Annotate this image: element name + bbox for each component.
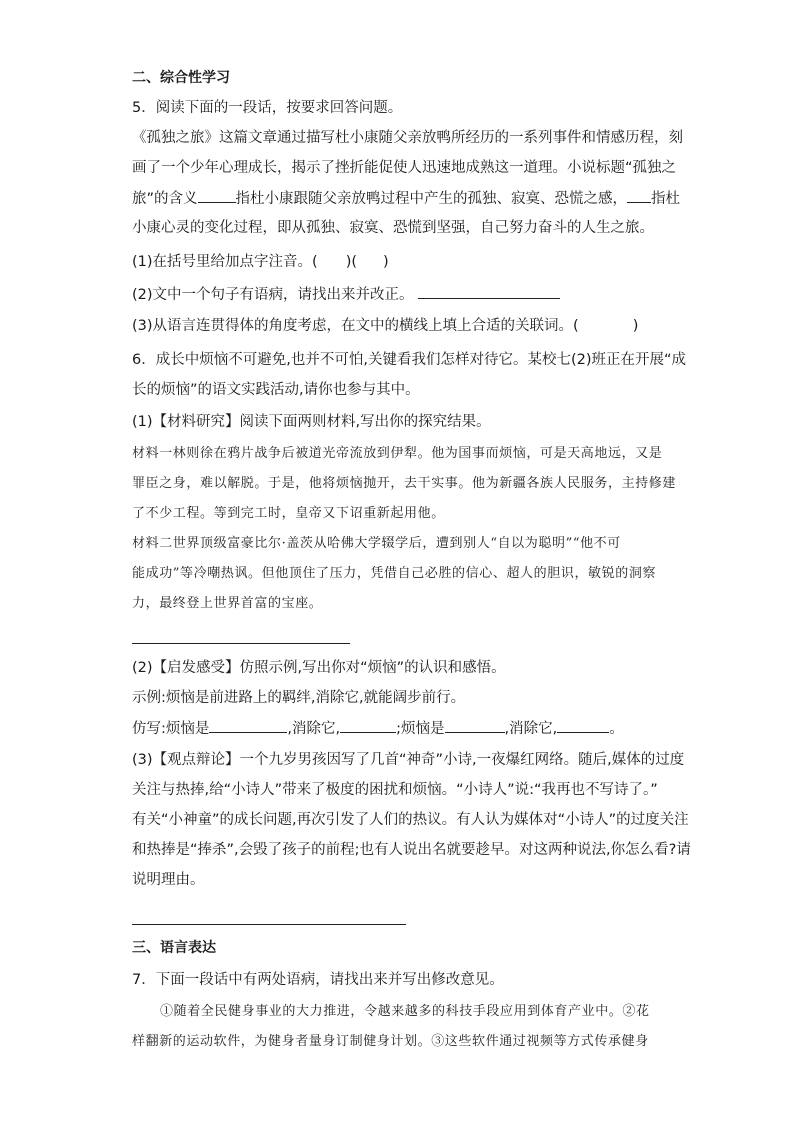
blank-imitate-1[interactable] [209,718,287,733]
question-7-stem: 7．下面一段话中有两处语病，请找出来并写出修改意见。 [132,972,504,988]
q7-para-line-2: 样翻新的运动软件，为健身者量身订制健身计划。③这些软件通过视频等方式传承健身 [132,1034,649,1049]
q5-sub1-text: (1)在括号里给加点字注音。( [132,254,318,270]
q7-para-line-1: ①随着全民健身事业的大力推进，令越来越多的科技手段应用到体育产业中。②花 [160,1004,650,1019]
q6-sub-3-line-1: (3)【观点辩论】一个九岁男孩因写了几首“神奇”小诗,一夜爆红网络。随后,媒体的过度 [132,752,685,768]
answer-line-sentence-fix[interactable] [418,284,560,299]
material-1-line-1: 材料一林则徐在鸦片战争后被道光帝流放到伊犁。他为国事而烦恼，可是天高地远，又是 [132,446,663,461]
q5-sub1-end: ) [383,254,389,270]
q5-sub3-text: (3)从语言连贯得体的角度考虑，在文中的横线上填上合适的关联词。( [132,318,579,334]
q5-sub-2 [132,284,560,305]
material-1-line-2: 罪臣之身，难以解脱。于是，他将烦恼抛开，去干实事。他为新疆各族人民服务，主持修建 [132,476,677,491]
imitate-text-d: ,消除它, [504,721,558,737]
q6-imitate-line [132,718,624,739]
q5-para-text-b: 指杜小康跟随父亲放鸭过程中产生的孤独、寂寞、恐慌之感， [235,191,628,207]
q6-sub-3-line-2: 关注与热捧,给“小诗人”带来了极度的困扰和烦恼。“小诗人”说:“我再也不写诗了。” [132,782,658,798]
q6-sub-2: (2)【启发感受】仿照示例,写出你对“烦恼”的认识和感悟。 [132,660,506,676]
q6-sub-3-line-4: 和热捧是“捧杀”,会毁了孩子的前程;也有人说出名就要趁早。对这两种说法,你怎么看?请 [132,842,691,858]
q5-sub2-text: (2)文中一个句子有语病，请找出来并改正。 [132,287,414,303]
material-2-line-1: 材料二世界顶级富豪比尔·盖茨从哈佛大学辍学后，遭到别人“自以为聪明”“他不可 [132,536,621,551]
blank-connective-2[interactable] [627,188,651,203]
material-1-line-3: 了不少工程。等到完工时，皇帝又下诏重新起用他。 [132,506,445,521]
answer-line-material-result[interactable] [132,643,350,644]
q5-para-line-1: 《孤独之旅》这篇文章通过描写杜小康随父亲放鸭所经历的一系列事件和情感历程，刻 [132,130,683,146]
material-2-line-3: 力，最终登上世界首富的宝座。 [132,596,323,611]
blank-imitate-3[interactable] [445,718,505,733]
material-2-line-2: 能成功”等冷嘲热讽。但他顶住了压力，凭借自己必胜的信心、超人的胆识，敏锐的洞察 [132,566,657,581]
q5-para-text-c: 指杜 [651,191,681,207]
q5-para-line-2: 画了一个少年心理成长，揭示了挫折能促使人迅速地成熟这一道理。小说标题“孤独之 [132,160,677,176]
q6-example: 示例:烦恼是前进路上的羁绊,消除它,就能阔步前行。 [132,690,466,706]
q5-para-text-a: 旅”的含义 [132,191,198,207]
q5-para-line-3 [132,188,680,209]
answer-line-debate[interactable] [132,924,406,925]
q5-sub-1 [132,252,389,272]
question-5-stem: 5．阅读下面的一段话，按要求回答问题。 [132,100,403,116]
imitate-text-b: ,消除它, [287,721,341,737]
q6-sub-1: (1)【材料研究】阅读下面两则材料,写出你的探究结果。 [132,414,491,430]
imitate-text-e: 。 [609,721,624,737]
imitate-text-a: 仿写:烦恼是 [132,721,210,737]
q5-para-line-4: 小康心灵的变化过程，即从孤独、寂寞、恐慌到坚强，自己努力奋斗的人生之旅。 [132,220,654,236]
question-6-stem-line-2: 长的烦恼”的语文实践活动,请你也参与其中。 [132,382,420,398]
blank-imitate-2[interactable] [340,718,396,733]
q5-sub1-mid: )( [345,254,358,270]
blank-connective-1[interactable] [198,188,236,203]
q6-sub-3-line-3: 有关“小神童”的成长问题,再次引发了人们的热议。有人认为媒体对“小诗人”的过度关注 [132,812,689,828]
q6-sub-3-line-5: 说明理由。 [132,872,205,888]
blank-imitate-4[interactable] [557,718,609,733]
q5-sub3-end: ) [632,318,639,334]
section-title-3: 三、语言表达 [132,940,216,956]
imitate-text-c: ;烦恼是 [396,721,445,737]
q5-sub-3 [132,316,638,336]
section-title-2: 二、综合性学习 [132,70,230,86]
question-6-stem-line-1: 6．成长中烦恼不可避免,也并不可怕,关键看我们怎样对待它。某校七(2)班正在开展“成 [132,352,686,368]
